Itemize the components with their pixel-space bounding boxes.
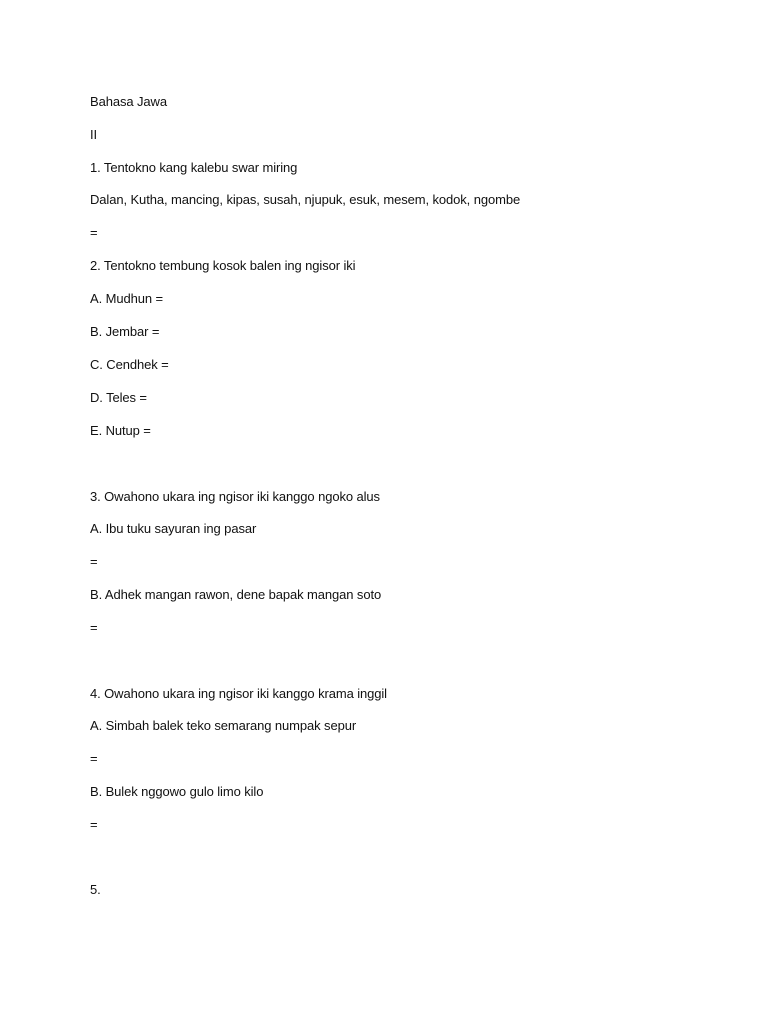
question-1-word-list: Dalan, Kutha, mancing, kipas, susah, njupuk, esuk, mesem, kodok, ngombe [90,192,521,207]
section-number: II [90,127,98,142]
question-2-item-b: B. Jembar = [90,324,160,339]
question-2-prompt: 2. Tentokno tembung kosok balen ing ngisor iki [90,258,356,273]
question-2-item-d: D. Teles = [90,390,147,405]
question-4-item-b-answer: = [90,817,98,832]
question-4-prompt: 4. Owahono ukara ing ngisor iki kanggo krama inggil [90,686,387,701]
question-1-answer: = [90,225,98,240]
question-5-prompt: 5. [90,882,101,897]
question-4-item-a-answer: = [90,751,98,766]
question-2-item-a: A. Mudhun = [90,291,163,306]
question-3-item-b: B. Adhek mangan rawon, dene bapak mangan soto [90,587,382,602]
question-1-prompt: 1. Tentokno kang kalebu swar miring [90,160,298,175]
question-4-item-a: A. Simbah balek teko semarang numpak sepur [90,718,357,733]
question-3-item-b-answer: = [90,620,98,635]
question-4-item-b: B. Bulek nggowo gulo limo kilo [90,784,264,799]
question-3-prompt: 3. Owahono ukara ing ngisor iki kanggo ngoko alus [90,489,380,504]
document-title: Bahasa Jawa [90,94,167,109]
question-2-item-c: C. Cendhek = [90,357,169,372]
question-3-item-a: A. Ibu tuku sayuran ing pasar [90,521,257,536]
question-3-item-a-answer: = [90,554,98,569]
question-2-item-e: E. Nutup = [90,423,151,438]
